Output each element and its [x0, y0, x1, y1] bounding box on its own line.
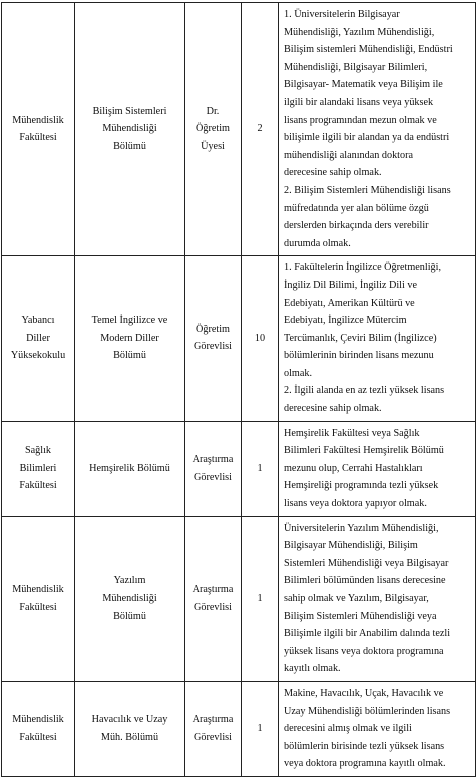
condition-line: derslerden birkaçında ders verebilir — [284, 220, 429, 232]
count-cell: 1 — [242, 421, 279, 516]
condition-line: Tercümanlık, Çeviri Bilim (İngilizce) — [284, 332, 437, 344]
faculty-cell — [2, 256, 75, 421]
department-line: Temel İngilizce ve — [91, 315, 168, 327]
condition-line: lisans programından mezun olmak ve — [284, 114, 437, 126]
condition-line: mühendisliği alanından doktora — [284, 149, 414, 161]
department-cell — [75, 516, 185, 681]
condition-line: Bilişimle ilgili bir Anabilim dalında tezli — [284, 628, 451, 640]
condition-line: Bilişim sistemleri Mühendisliği, Endüstri — [284, 44, 453, 56]
condition-line: Bilgisayar- Matematik veya Bilişim ile — [284, 79, 443, 91]
condition-line: Mühendisliği, Yazılım Mühendisliği, — [284, 26, 435, 38]
faculty-line: Mühendislik — [12, 114, 64, 126]
condition-line: kayıtlı olmak. — [284, 663, 341, 675]
title-cell — [185, 516, 242, 681]
department-line: Mühendisliği — [102, 593, 157, 604]
conditions-cell — [279, 516, 476, 681]
title-cell — [185, 421, 242, 516]
table-row — [2, 516, 476, 681]
title-line: Öğretim — [196, 323, 230, 335]
department-line: Bölümü — [113, 610, 146, 622]
faculty-cell — [2, 681, 75, 776]
condition-line: Makine, Havacılık, Uçak, Havacılık ve — [284, 687, 444, 699]
title-line: Araştırma — [192, 584, 234, 596]
condition-line: Sistemleri Mühendisliği veya Bilgisayar — [284, 557, 449, 569]
conditions-cell — [279, 421, 476, 516]
condition-line: Bilimleri Fakültesi Hemşirelik Bölümü — [284, 445, 444, 457]
condition-line: derecesine sahip olmak. — [284, 167, 382, 179]
condition-line: derecesini almış olmak ve ilgili — [284, 723, 412, 735]
condition-line: müfredatında yer alan bölüme özgü — [284, 202, 429, 214]
title-line: Araştırma — [192, 714, 234, 726]
faculty-line: Yüksekokulu — [10, 350, 66, 362]
faculty-line: Yabancı — [21, 315, 55, 327]
title-line: Görevlisi — [194, 601, 232, 613]
department-line: Mühendisliği — [102, 123, 157, 135]
condition-line: sahip olmak ve Yazılım, Bilgisayar, — [284, 593, 429, 604]
condition-line: bölümlerin birisinde tezli yüksek lisans — [284, 740, 445, 752]
condition-line: derecesine sahip olmak. — [284, 403, 382, 415]
positions-table-body — [2, 3, 476, 777]
faculty-line: Diller — [26, 332, 50, 344]
condition-line: yüksek lisans veya doktora programına — [284, 645, 444, 657]
department-cell — [75, 681, 185, 776]
faculty-line: Fakültesi — [19, 132, 57, 144]
condition-line: 1. Fakültelerin İngilizce Öğretmenliği, — [284, 262, 442, 274]
condition-line: olmak. — [284, 367, 313, 379]
department-line: Yazılım — [113, 575, 146, 587]
faculty-line: Bilimleri — [19, 462, 57, 474]
condition-line: Edebiyatı, Amerikan Kültürü ve — [284, 297, 415, 309]
title-cell — [185, 3, 242, 256]
department-line: Bölümü — [113, 140, 146, 152]
count-cell: 10 — [242, 256, 279, 421]
condition-line: 1. Üniversitelerin Bilgisayar — [284, 9, 400, 20]
department-cell — [75, 421, 185, 516]
condition-line: Mühendisliği, Bilgisayar Bilimleri, — [284, 61, 428, 73]
condition-line: Hemşirelik Fakültesi veya Sağlık — [284, 427, 420, 439]
department-line: Bölümü — [113, 350, 146, 362]
faculty-cell — [2, 516, 75, 681]
department-cell — [75, 256, 185, 421]
department-line: Havacılık ve Uzay — [91, 714, 168, 726]
faculty-line: Fakültesi — [19, 601, 57, 613]
conditions-cell — [279, 3, 476, 256]
condition-line: Edebiyatı, İngilizce Mütercim — [284, 315, 407, 327]
title-line: Görevlisi — [194, 471, 232, 483]
positions-table — [1, 2, 476, 777]
conditions-cell — [279, 681, 476, 776]
faculty-line: Mühendislik — [12, 584, 64, 596]
title-line: Araştırma — [192, 454, 234, 466]
condition-line: 2. Bilişim Sistemleri Mühendisliği lisans — [284, 184, 451, 196]
condition-line: bölümlerinin birinden lisans mezunu — [284, 350, 434, 362]
condition-line: ilgili bir alandaki lisans veya yüksek — [284, 96, 434, 108]
count-cell: 1 — [242, 681, 279, 776]
faculty-line: Fakültesi — [19, 731, 57, 743]
faculty-cell — [2, 3, 75, 256]
faculty-line: Sağlık — [24, 445, 52, 457]
condition-line: Bilişim Sistemleri Mühendisliği veya — [284, 610, 437, 622]
title-line: Görevlisi — [194, 341, 232, 353]
condition-line: lisans veya doktora yapıyor olmak. — [284, 498, 427, 510]
condition-line: bilişimle ilgili bir alandan ya da endüstri — [284, 132, 450, 144]
title-cell — [185, 681, 242, 776]
department-line: Hemşirelik Bölümü — [89, 462, 170, 474]
count-cell: 2 — [242, 3, 279, 256]
department-line: Modern Diller — [100, 332, 159, 344]
faculty-line: Mühendislik — [12, 714, 64, 726]
title-line: Dr. — [206, 105, 220, 117]
title-line: Görevlisi — [194, 731, 232, 743]
table-row — [2, 3, 476, 256]
title-line: Üyesi — [201, 140, 225, 152]
faculty-line: Fakültesi — [19, 480, 57, 492]
title-cell — [185, 256, 242, 421]
conditions-cell — [279, 256, 476, 421]
condition-line: 2. İlgili alanda en az tezli yüksek lisans — [284, 385, 445, 397]
table-row — [2, 256, 476, 421]
table-row — [2, 421, 476, 516]
department-line: Bilişim Sistemleri — [92, 105, 167, 117]
department-line: Müh. Bölümü — [100, 731, 159, 743]
condition-line: Bilgisayar Mühendisliği, Bilişim — [284, 540, 418, 552]
condition-line: mezunu olup, Cerrahi Hastalıkları — [284, 462, 423, 474]
department-cell — [75, 3, 185, 256]
condition-line: Hemşireliği programında tezli yüksek — [284, 480, 439, 492]
condition-line: veya doktora programına kayıtlı olmak. — [284, 758, 446, 770]
condition-line: Uzay Mühendisliği bölümlerinden lisans — [284, 705, 451, 717]
table-row — [2, 681, 476, 776]
condition-line: durumda olmak. — [284, 237, 351, 249]
count-cell: 1 — [242, 516, 279, 681]
title-line: Öğretim — [196, 123, 230, 135]
condition-line: İngiliz Dil Bilimi, İngiliz Dili ve — [284, 279, 417, 291]
condition-line: Bilimleri bölümünden lisans derecesine — [284, 575, 446, 587]
condition-line: Üniversitelerin Yazılım Mühendisliği, — [284, 522, 439, 534]
faculty-cell — [2, 421, 75, 516]
